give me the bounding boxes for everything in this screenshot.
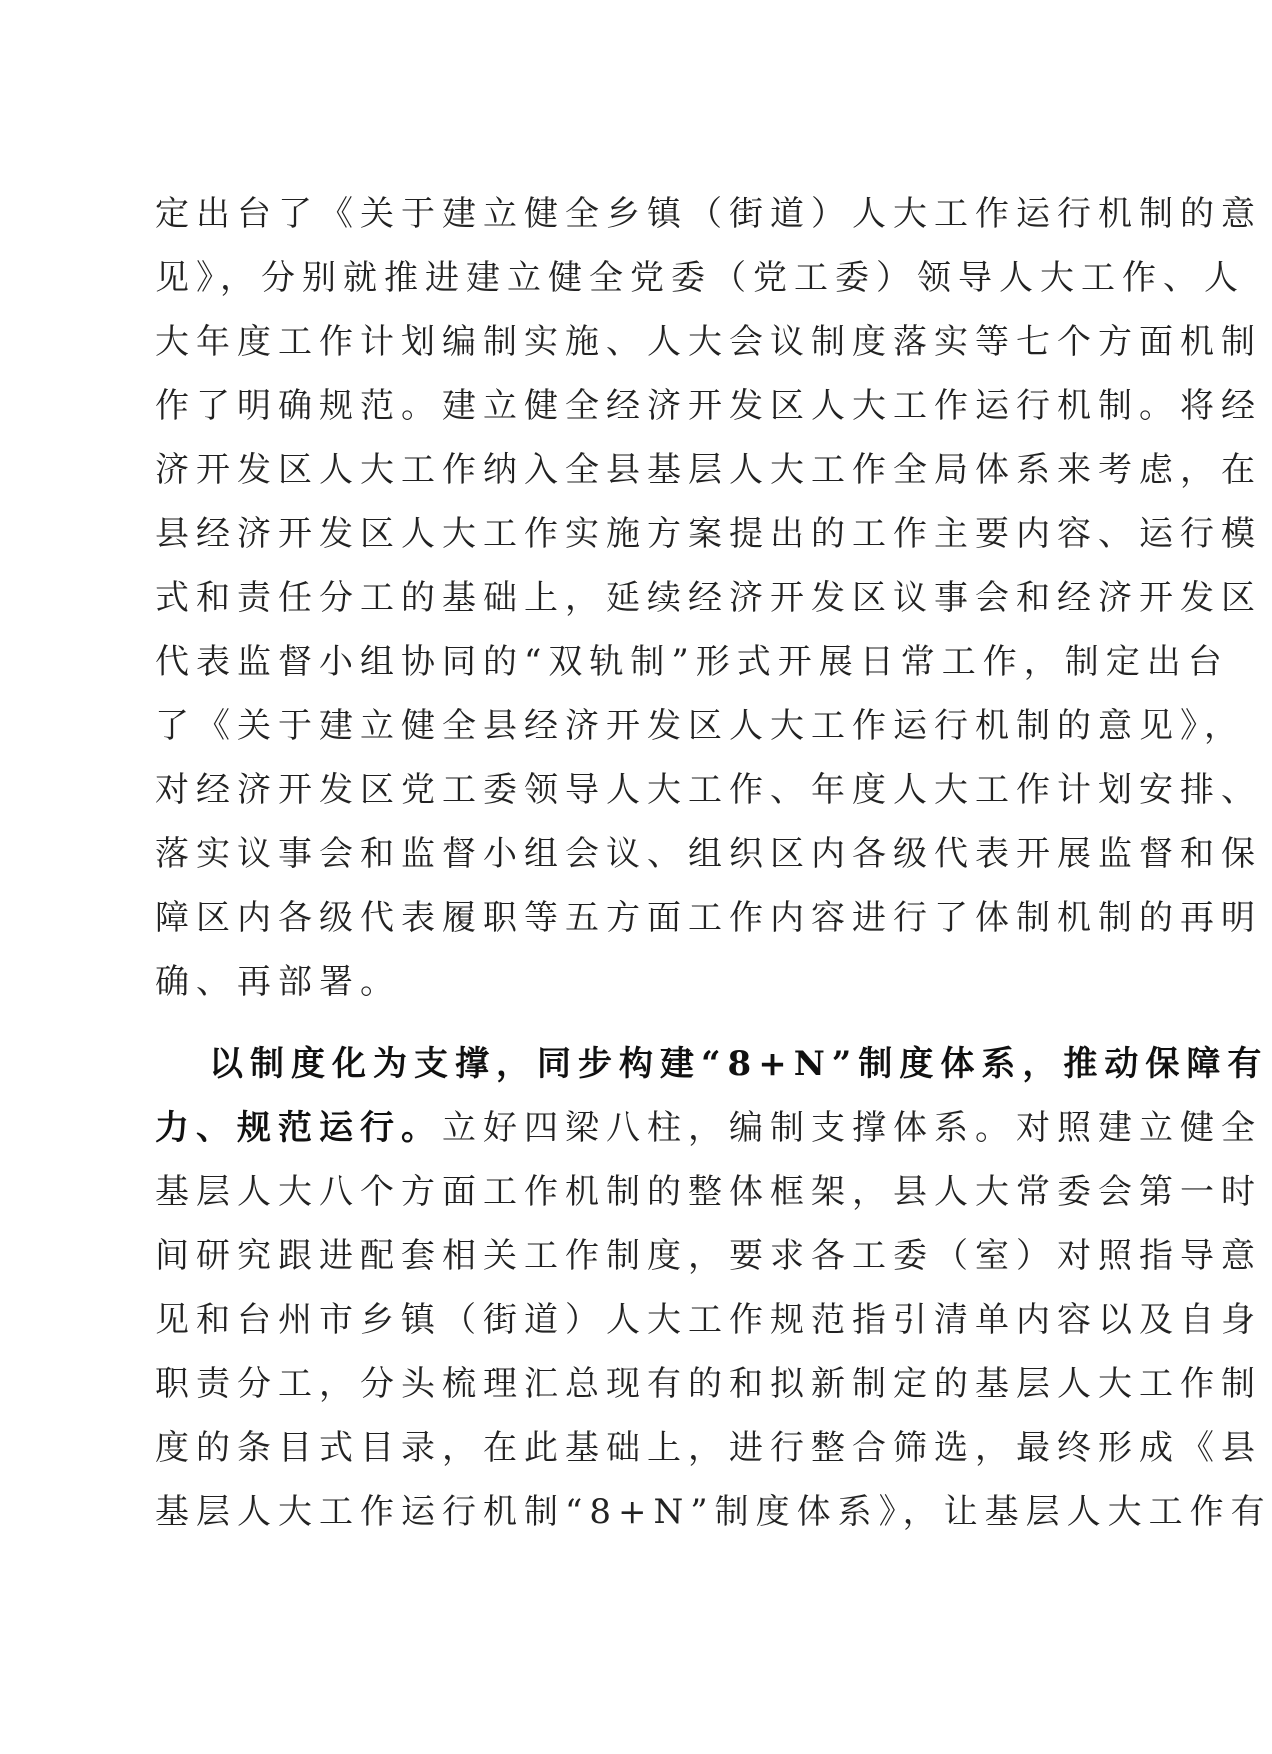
text-line: 基层人大八个方面工作机制的整体框架，县人大常委会第一时 — [155, 1172, 1262, 1212]
text-line: 障区内各级代表履职等五方面工作内容进行了体制机制的再明 — [155, 898, 1262, 938]
text-line: 了《关于建立健全县经济开发区人大工作运行机制的意见》， — [155, 706, 1245, 746]
bold-heading-end: 力、规范运行。 — [155, 1108, 442, 1148]
text-run: 立好四梁八柱，编制支撑体系。对照建立健全 — [442, 1108, 1262, 1148]
text-line: 度的条目式目录，在此基础上，进行整合筛选，最终形成《县 — [155, 1428, 1262, 1468]
text-line: 间研究跟进配套相关工作制度，要求各工委（室）对照指导意 — [155, 1236, 1262, 1276]
text-line: 济开发区人大工作纳入全县基层人大工作全局体系来考虑，在 — [155, 450, 1262, 490]
text-line: 基层人大工作运行机制“8+N”制度体系》，让基层人大工作有 — [155, 1492, 1272, 1532]
bold-heading-line: 以制度化为支撑，同步构建“8+N”制度体系，推动保障有 — [209, 1044, 1269, 1084]
text-line: 见》，分别就推进建立健全党委（党工委）领导人大工作、人 — [155, 258, 1245, 298]
text-line: 职责分工，分头梳理汇总现有的和拟新制定的基层人大工作制 — [155, 1364, 1262, 1404]
text-line: 确、再部署。 — [155, 962, 401, 1002]
text-line: 县经济开发区人大工作实施方案提出的工作主要内容、运行模 — [155, 514, 1262, 554]
text-line: 落实议事会和监督小组会议、组织区内各级代表开展监督和保 — [155, 834, 1262, 874]
text-line: 式和责任分工的基础上，延续经济开发区议事会和经济开发区 — [155, 578, 1262, 618]
text-line: 大年度工作计划编制实施、人大会议制度落实等七个方面机制 — [155, 322, 1262, 362]
paragraph-1 — [155, 182, 1262, 1014]
text-line: 定出台了《关于建立健全乡镇（街道）人大工作运行机制的意 — [155, 194, 1262, 234]
text-line: 对经济开发区党工委领导人大工作、年度人大工作计划安排、 — [155, 770, 1262, 810]
text-line: 见和台州市乡镇（街道）人大工作规范指引清单内容以及自身 — [155, 1300, 1262, 1340]
text-line: 作了明确规范。建立健全经济开发区人大工作运行机制。将经 — [155, 386, 1262, 426]
text-line-mixed — [155, 1096, 1262, 1160]
text-line: 代表监督小组协同的“双轨制”形式开展日常工作，制定出台 — [155, 642, 1229, 682]
paragraph-2 — [155, 1032, 1272, 1544]
